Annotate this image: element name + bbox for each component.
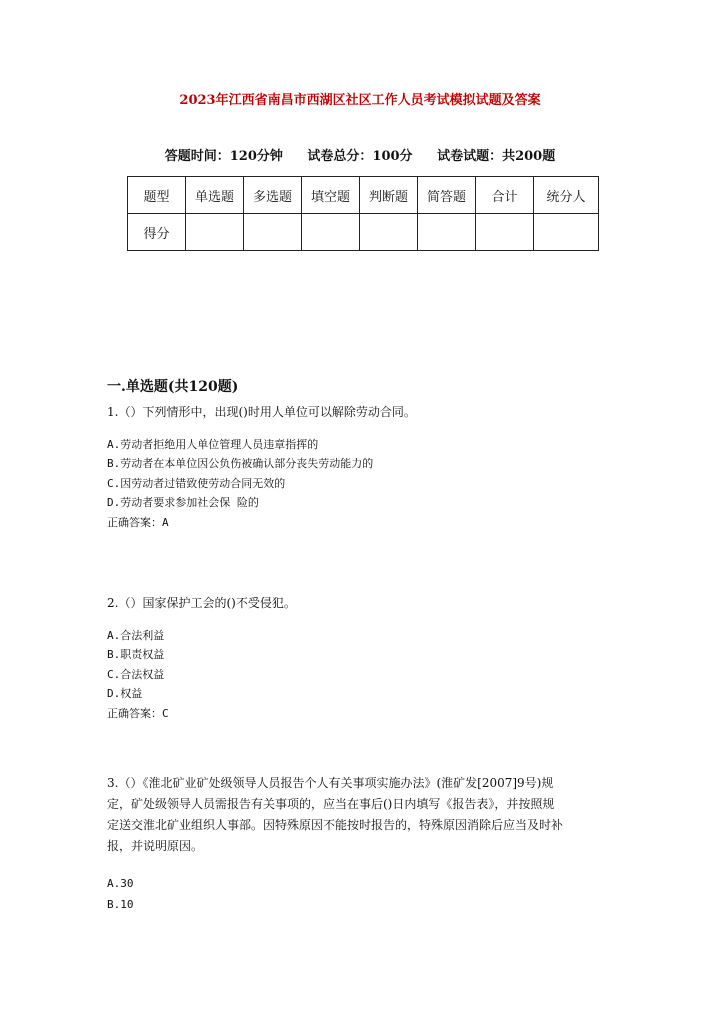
score-header-cell: 统分人	[534, 177, 599, 214]
score-cell	[244, 214, 302, 251]
correct-answer: 正确答案：C	[107, 706, 169, 720]
option-a: A.劳动者拒绝用人单位管理人员违章指挥的	[107, 437, 319, 451]
score-header-cell: 单选题	[186, 177, 244, 214]
document-title: 2023年江西省南昌市西湖区社区工作人员考试模拟试题及答案	[179, 93, 541, 108]
option-b: B.劳动者在本单位因公负伤被确认部分丧失劳动能力的	[107, 457, 374, 470]
score-header-cell: 题型	[128, 177, 186, 214]
exam-meta	[0, 145, 720, 164]
option-d: D.权益	[107, 687, 143, 700]
score-row-label: 得分	[128, 214, 186, 251]
option-a: A.30	[107, 877, 134, 890]
score-header-cell: 合计	[476, 177, 534, 214]
question-2	[107, 594, 617, 723]
correct-answer: 正确答案：A	[107, 515, 169, 529]
score-header-cell: 判断题	[360, 177, 418, 214]
question-stem-line: 定送交淮北矿业组织人事部。因特殊原因不能按时报告的，特殊原因消除后应当及时补	[107, 818, 564, 832]
score-cell	[418, 214, 476, 251]
score-header-cell: 多选题	[244, 177, 302, 214]
question-3	[107, 773, 617, 915]
exam-time: 答题时间：120分钟	[164, 149, 283, 164]
score-cell	[360, 214, 418, 251]
question-1	[107, 403, 617, 532]
score-cell	[476, 214, 534, 251]
question-stem: 1.（）下列情形中，出现()时用人单位可以解除劳动合同。	[107, 405, 416, 419]
exam-total-score: 试卷总分：100分	[307, 149, 413, 164]
score-cell	[534, 214, 599, 251]
score-cell	[186, 214, 244, 251]
option-b: B.10	[107, 898, 134, 911]
score-table-header-row	[128, 177, 599, 214]
score-table	[127, 176, 599, 251]
question-stem-line: 3.（）《淮北矿业矿处级领导人员报告个人有关事项实施办法》(淮矿发[2007]9号)规	[107, 776, 554, 790]
score-cell	[302, 214, 360, 251]
option-b: B.职责权益	[107, 648, 165, 661]
option-c: C.因劳动者过错致使劳动合同无效的	[107, 476, 286, 490]
option-c: C.合法权益	[107, 667, 165, 681]
option-d: D.劳动者要求参加社会保 险的	[107, 496, 259, 509]
question-stem-line: 报，并说明原因。	[107, 839, 204, 853]
score-header-cell: 填空题	[302, 177, 360, 214]
question-stem-line: 定，矿处级领导人员需报告有关事项的，应当在事后()日内填写《报告表》，并按照规	[107, 797, 555, 811]
score-header-cell: 简答题	[418, 177, 476, 214]
option-a: A.合法利益	[107, 628, 165, 642]
exam-question-count: 试卷试题：共200题	[437, 149, 556, 164]
score-table-score-row	[128, 214, 599, 251]
section-heading: 一.单选题(共120题)	[107, 379, 239, 395]
question-stem: 2.（）国家保护工会的()不受侵犯。	[107, 596, 296, 610]
